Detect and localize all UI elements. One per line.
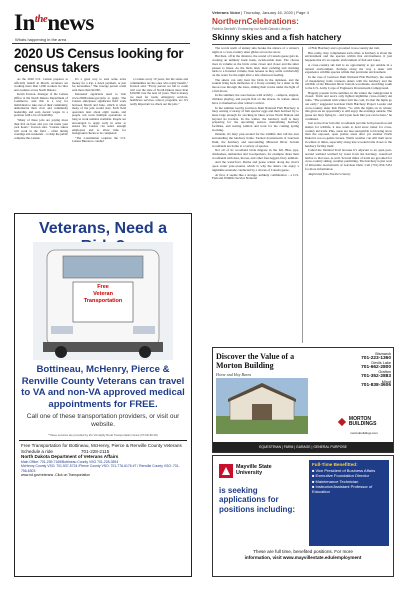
morton-logo-text: MORTON BUILDINGS <box>348 415 377 427</box>
veterans-ad-footer-title: Free Transportation for Bottineau, McHenry, Pierce & Renville County Veterans <box>21 443 182 448</box>
masthead-suffix: news <box>47 10 94 35</box>
northern-paragraph: But then, off in the distance, the sound of Canada geese gets in, creating an unlikely honk honk, swish-swish duet. The chorus rises in volume as the birds come closer and closer and the skier pauses to listen. As the birds land, their cackling and clucking turns to a frenzied volume, then lessens as they settle comfortably on the water for the night after a late afternoon feeding. <box>212 54 299 77</box>
veterans-ad-website[interactable]: www.nd.gov/veterans -Click on Transportation <box>21 473 90 477</box>
masthead-prefix: In <box>14 10 35 35</box>
mayville-cta: is seeking applications for positions including: <box>219 486 295 514</box>
northern-paragraph: In the summer, the area buzzes with activity – campers, anglers, children playing, and people fish on the shores. In winter, skiers have to themselves after winter's arrival. <box>212 93 299 105</box>
census-paragraph: "Many of these jobs are paying more than $16 an hour and you can name your own hours," Iverson said. "Census takers will work in the field – often during evenings and weekends – to help the public complete the Census. <box>14 118 68 140</box>
phone-number[interactable]: 701-352-2883 <box>361 373 391 379</box>
morton-phones <box>313 352 391 389</box>
masthead-the: the <box>34 13 48 25</box>
masthead <box>14 10 94 36</box>
veterans-ad-fineprint: *These services are provided by the VA Highly Rural Transportation Grant (VTGR-60-00) <box>48 433 158 437</box>
northern-paragraph: Just as the river bottoms' woodlands provide both protection and shelter for wildlife, it also tends to hold snow better for cross-country ski trails. Plus, areas are less susceptible to blowing snow than the exposed, open prairie areas after yet another North Dakota's not-so-gentle breeze. Warm weather can still melt snow in winter at times, especially along less wooded trails closer to the hatchery facility itself. <box>305 121 392 148</box>
van-sign <box>73 284 133 305</box>
census-paragraph: Interested applicants need to visit www.2020Census.gov/jobs to apply. The Census anticipates significant field work between March and June, which is when many of the jobs would start. Each field operation lasts about eight weeks, and people can work multiple operations as long as work remains available. People are encouraged to apply early in order to ensure the Census can select enough employees and to allow time for background checks to be completed. <box>72 92 126 136</box>
phone-number[interactable]: 701-838-3606 <box>361 383 391 389</box>
northern-paragraph: -Reprinted from Northern Sentry <box>308 171 351 176</box>
northern-byline: Patricia Stockdill / Embracing our North Dakota Lifestyle <box>212 27 292 31</box>
northern-paragraph: At first, it seems like a strange, unlikely combination – a U.S. Fish and Wildlife Service National <box>212 172 299 181</box>
masthead-tagline: Whats happening in the area <box>15 37 67 42</box>
barn-photo <box>216 378 308 434</box>
masthead-rule <box>12 43 190 44</box>
phone-place: Devils Lake <box>371 361 391 366</box>
column-divider <box>302 47 303 343</box>
mayville-footer-line: These are full time, benefited positions. For more <box>253 549 353 554</box>
mayville-position: ■ Maintenance Technician <box>312 478 359 484</box>
folio <box>212 10 309 15</box>
mayville-footer-line[interactable]: information, visit www.mayvillestate.edu/employment <box>244 554 362 560</box>
morton-ad-subtitle: Horse and Hay Barns <box>216 372 251 377</box>
morton-web[interactable]: mortonbuildings.com <box>350 431 378 435</box>
census-col-2 <box>72 78 126 145</box>
mayville-school: Mayville State University <box>236 464 272 476</box>
veterans-ad-office: North Dakota Department of Veterans Affairs <box>21 454 119 460</box>
morton-logo-icon <box>337 416 347 428</box>
northern-rule <box>212 44 392 45</box>
census-paragraph: As the 2020 U.S. Census prepares to officially launch in March, recruiters are working more than 1,000 workers in cities and counties across North Dakota. <box>14 77 68 92</box>
veterans-ad-call: Call one of these transportation providers, or visit our website. <box>26 413 180 428</box>
northern-col-1 <box>212 47 299 182</box>
phone-place: Minot <box>381 379 391 384</box>
northern-paragraph: A cross-country ski trail is an opportunity to get outside in a natural environment. Perhaps along the way a skier will experience wildlife species within that particular environment. <box>305 62 392 75</box>
mayville-position: ■ Executive Foundation Director <box>312 473 370 479</box>
census-paragraph: Kevin Iverson, manager of the Census Office at the North Dakota Department of Commerce, said this is a way for individuals to take care of their community, demonstrate their civic and community leadership and earn decent wages in a position with a lot of flexibility. <box>14 92 69 118</box>
veterans-ad-offices-1: Main Office: 701-239-7165/Bottineau County VSO 701-228-3594 <box>21 459 119 464</box>
census-paragraph: It's a great way to earn some extra money for a trip, a down payment, or just for necessities." The average person could earn more than $2,000. <box>72 77 126 92</box>
mayville-logo-icon <box>219 464 233 478</box>
morton-ad <box>212 347 394 453</box>
northern-paragraph: Outside, it's busy year-around for the wildlife that call the area surrounding the hatchery home. Tucked downstream of Garrison Dam, the hatchery and surrounding Missouri River bottom woodlands are home to a variety of species. <box>212 132 299 148</box>
northern-paragraph: But, really, they complement each other. A hatchery is about the environment and the species within that environment. It just happens that it's an aquatic environment of fish and water. <box>305 50 392 63</box>
phone-place: Grafton <box>378 370 391 375</box>
van-sign-line: Free <box>97 284 109 290</box>
mayville-list-title: Full-Time Benefitted: <box>312 462 358 467</box>
northern-paragraph: In the case of Garrison Dam National Fish Hatchery, the rustle of meandering trails connects skiers with the hatchery and the wildlife of the Missouri River bottom woodlands, stretching south to the U.S. Army Corps of Engineers Downstream Campground. <box>305 74 392 91</box>
mayville-position: ■ Instructor/Assistant Professor of Education <box>312 483 373 495</box>
northern-header <box>212 17 392 42</box>
census-col-1 <box>14 78 68 141</box>
northern-paragraph: Not all of its woodland birds migrate in the fall. Blue jays, chickadees, nuthatches and woodpeckers, for example, share their woodlands with deer, moose, and other four-legged, furry animals. <box>212 148 299 160</box>
northern-paragraph: In the summer nearby Garrison Dam National Fish Hatchery is busy rearing a variety of fish species' eggs and their hatched fry to sizes large enough for stocking in lakes across North Dakota and beyond its borders. In the winter, the hatchery staff is busy preparing for the upcoming season, maintaining hatchery facilities, and rearing salmon and trout for the coming spring stocking. <box>212 105 299 132</box>
mayville-logo <box>219 464 276 478</box>
van-sign-line: Veteran <box>93 291 113 297</box>
census-paragraph: "The Constitution requires the U.S. Census Bureau to conduct <box>72 135 126 144</box>
northern-paragraph: The skiers can only hear the birds in the darkness, and the sounds bring back memories of a frosty evening for a skier as the moon rose through the trees, sliding their tracks under the light of a full moon. <box>212 77 299 93</box>
veterans-ad-counties: Bottineau, McHenry, Pierce & Renville County Veterans can travel to VA and non-VA approved medical appointments for FREE. <box>21 364 185 410</box>
morton-logo <box>337 414 391 430</box>
northern-paragraph: of Fish Hatchery and a groomed cross-country ski trail. <box>308 46 380 50</box>
folio-paper: Veterans Voice <box>212 10 241 15</box>
mayville-ad <box>212 455 394 577</box>
northern-paragraph: The words north of skinny skis breaks the silence of a winter's night as a cross-country skier glides across the snow. <box>212 46 299 54</box>
northern-paragraph: Happily popular in the summer, in the winter the campground is closed. Trails and area's only lighted nighttime cross-country ski trails. "The problem with winter isn't the cold, it's that the lights go out early," suggested Garrison Dam Hatchery Project Leader and cross-country skier Rob Holm. "So with the lights on in winter, this gives us an opportunity to still enjoy the evenings outside. The geese are busy flying in – and it just feels like you can be here," he continued. <box>305 90 392 121</box>
northern-paragraph: Called the Wetland Trail because it's adjacent to an open-year-around wetland warmed by water from the hatchery, waterfowl harbor to that area, as well. Several miles of trails are groomed for cross-country skiing, weather permitting. The hatchery is just west of Riverdale downstream of Garrison Dam. Call (701) 654-7451 for more information. <box>305 148 392 171</box>
census-paragraph: a Census every 10 years, but the states and communities are the ones who really benefit," Iverson said. "Every person we fail to count will cost the state of North Dakota more than $19,000 over the next 10 years. That is money we need for roads, emergency services, healthcare services, school, programs, etc. It's really important we check out the jobs." <box>130 77 188 106</box>
phone-place: Bismarck <box>375 352 391 356</box>
schedule-phone: 701-228-2115 <box>81 448 110 454</box>
veterans-ad-offices-2: McHenry County VSO: 701-537-5724 /Pierce County VSO: 701-776-6176 #7 / Renville County VSO: 701-756-6303 <box>21 464 180 473</box>
folio-date: | Thursday, January 16, 2020 | Page 4 <box>241 10 309 15</box>
northern-paragraph: And the waterfowl. Ducks and geese winter along the river's open water year-around, which is why the skiers can enjoy a nighttime serenade conducted by a chorus of Canada geese. <box>212 160 299 172</box>
veterans-ad <box>14 213 192 577</box>
mayville-positions <box>309 460 389 546</box>
morton-ad-title: Discover the Value of a Morton Building <box>216 352 295 370</box>
census-col-3 <box>130 78 188 107</box>
van-sign-line: Transportation <box>83 298 123 304</box>
morton-footer: EQUESTRIAN | FARM | GARAGE | GENERAL PURPOSE <box>213 442 393 452</box>
northern-col-2 <box>305 47 392 177</box>
mayville-position: ■ Vice President of Business Affairs <box>312 468 376 474</box>
northern-section-title: NorthernCelebrations: <box>212 17 299 26</box>
mayville-footer <box>213 549 393 561</box>
phone-number[interactable]: 701-223-1360 <box>361 355 391 361</box>
schedule-label: Schedule a ride <box>21 448 53 454</box>
veterans-ad-footer <box>21 443 185 477</box>
phone-number[interactable]: 701-662-2800 <box>361 364 391 370</box>
veterans-ad-headline: Veterans, Need a <box>38 220 168 237</box>
northern-headline: Skinny skies and a fish hatchery <box>212 32 342 42</box>
census-headline: 2020 US Census looking for census takers <box>14 46 184 75</box>
veterans-ad-divider <box>19 440 187 441</box>
